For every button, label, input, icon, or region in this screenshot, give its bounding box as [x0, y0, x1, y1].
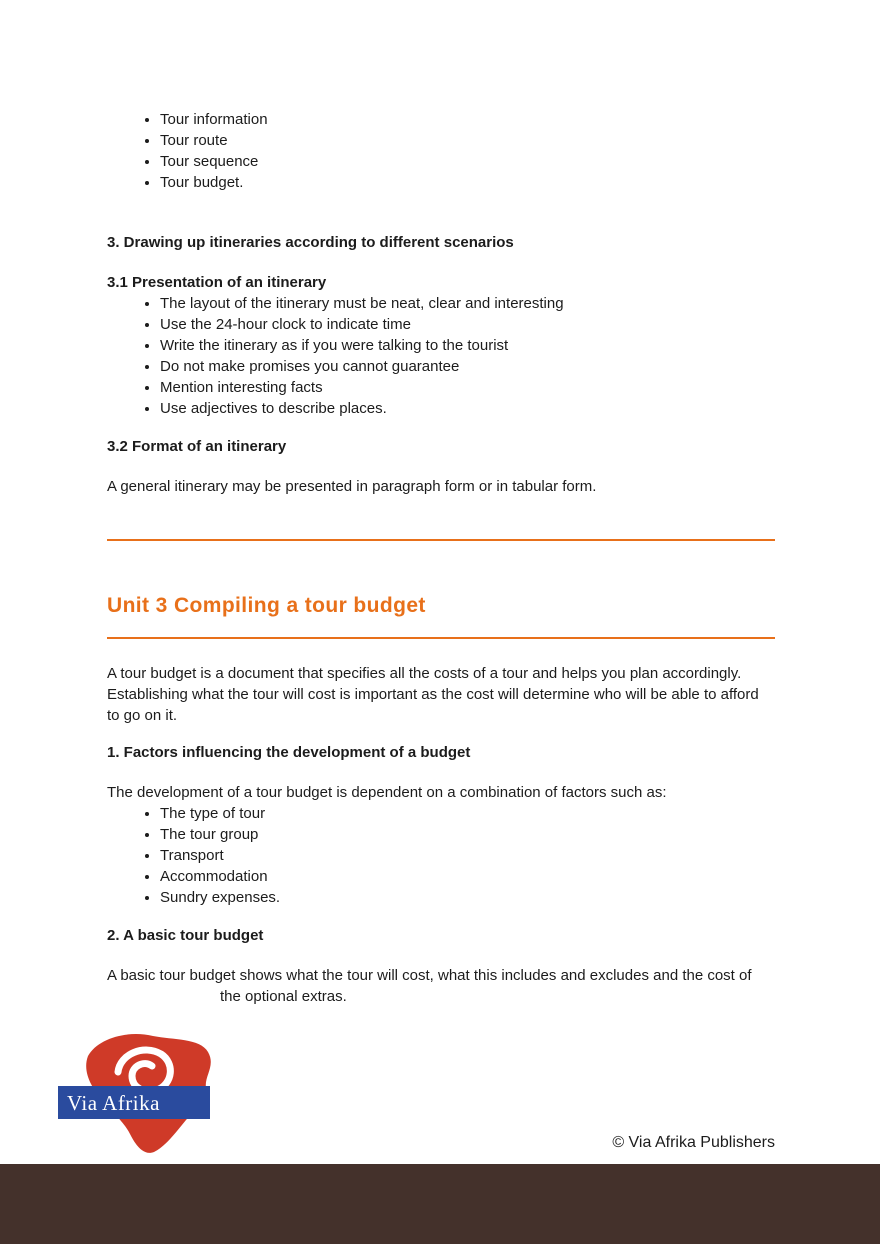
bullet-item: • Sundry expenses. — [160, 887, 775, 908]
orange-rule-bottom — [107, 637, 775, 639]
presentation-bullet-list — [107, 293, 775, 419]
bullet-item: • Tour sequence — [160, 151, 775, 172]
unit-3-title: Unit 3 Compiling a tour budget — [107, 594, 426, 617]
basic-budget-paragraph-line1: A basic tour budget shows what the tour will cost, what this includes and excludes and the cost of — [107, 967, 752, 984]
bullet-item: • Use adjectives to describe places. — [160, 398, 775, 419]
unit-3-intro-paragraph: A tour budget is a document that specifies all the costs of a tour and helps you plan accordingly. Establishing what the tour will cost is important as the cost will determine who will be able to afford to go on it. — [107, 665, 759, 724]
orange-rule-top — [107, 539, 775, 541]
format-paragraph: A general itinerary may be presented in paragraph form or in tabular form. — [107, 478, 597, 495]
africa-brush-icon — [58, 1028, 216, 1156]
bullet-item: • The layout of the itinerary must be neat, clear and interesting — [160, 293, 775, 314]
bullet-item: • The tour group — [160, 824, 775, 845]
bullet-item: • Tour information — [160, 109, 775, 130]
bullet-item: • Use the 24-hour clock to indicate time — [160, 314, 775, 335]
heading-3-1-presentation: 3.1 Presentation of an itinerary — [107, 274, 327, 291]
bullet-item: • Mention interesting facts — [160, 377, 775, 398]
copyright-text: © Via Afrika Publishers — [612, 1134, 775, 1151]
bullet-item: • Tour route — [160, 130, 775, 151]
logo-text: Via Afrika — [67, 1091, 160, 1115]
heading-3-drawing-up-itineraries: 3. Drawing up itineraries according to different scenarios — [107, 234, 514, 251]
bullet-item: • Transport — [160, 845, 775, 866]
footer-bar — [0, 1164, 880, 1244]
bullet-item: • Tour budget. — [160, 172, 775, 193]
bullet-item: • Write the itinerary as if you were talking to the tourist — [160, 335, 775, 356]
via-afrika-logo — [58, 1028, 216, 1156]
factors-paragraph: The development of a tour budget is dependent on a combination of factors such as: — [107, 784, 667, 801]
bullet-item: • Accommodation — [160, 866, 775, 887]
heading-2-basic-budget: 2. A basic tour budget — [107, 927, 264, 944]
factors-bullet-list — [107, 803, 775, 908]
heading-3-2-format: 3.2 Format of an itinerary — [107, 438, 287, 455]
bullet-item: • The type of tour — [160, 803, 775, 824]
basic-budget-paragraph-line2: the optional extras. — [220, 988, 347, 1005]
bullet-item: • Do not make promises you cannot guarantee — [160, 356, 775, 377]
heading-1-factors: 1. Factors influencing the development of a budget — [107, 744, 471, 761]
intro-bullet-list — [107, 109, 775, 193]
